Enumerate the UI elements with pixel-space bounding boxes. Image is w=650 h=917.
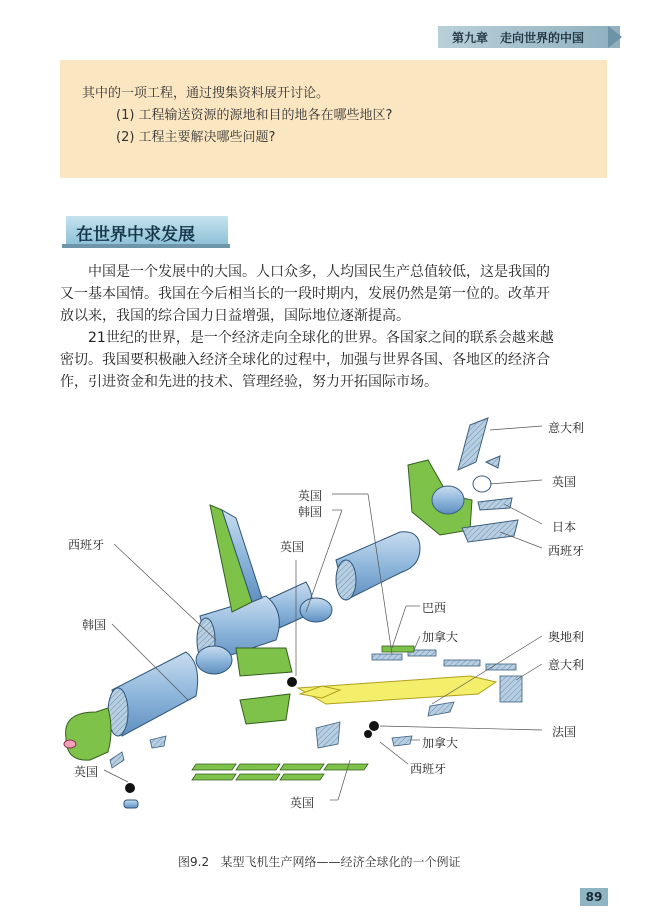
engine-right <box>300 598 332 622</box>
landing-gear-nose <box>124 783 138 808</box>
chapter-number: 第九章 <box>452 31 489 45</box>
label-korea-mid: 韩国 <box>298 505 323 519</box>
chapter-title: 走向世界的中国 <box>500 31 585 45</box>
discussion-intro: 其中的一项工程，通过搜集资料展开讨论。 <box>82 86 330 101</box>
keel-green <box>240 694 290 724</box>
label-japan: 日本 <box>552 520 577 534</box>
wing-panels-green-top <box>382 646 414 652</box>
label-uk-tail: 英国 <box>552 475 577 489</box>
label-spain-gear: 西班牙 <box>410 762 447 776</box>
paragraph-2-line-2: 密切。我国要积极融入经济全球化的过程中，加强与世界各国、各地区的经济合 <box>60 352 550 368</box>
paragraph-2-line-1: 21世纪的世界，是一个经济走向全球化的世界。各国家之间的联系会越来越 <box>88 330 554 346</box>
paragraph-1-line-1: 中国是一个发展中的大国。人口众多，人均国民生产总值较低，这是我国的 <box>88 264 550 280</box>
label-canada-gear: 加拿大 <box>422 736 459 750</box>
label-canada-wing: 加拿大 <box>422 630 459 644</box>
tail-engine-fan <box>473 476 491 492</box>
engine-left <box>196 646 232 674</box>
label-korea-fuselage: 韩国 <box>82 618 107 632</box>
fuselage-rear <box>336 532 420 600</box>
label-spain-fin: 西班牙 <box>68 538 105 552</box>
wing-box-green <box>236 648 292 676</box>
label-uk-mid: 英国 <box>298 489 323 503</box>
figure-caption <box>178 853 461 870</box>
tail-fin <box>458 418 488 470</box>
label-uk-nose: 英国 <box>74 765 99 779</box>
paragraph-1-line-2: 又一基本国情。我国在今后相当长的一段时期内，发展仍然是第一位的。改革开 <box>60 286 550 302</box>
label-brazil: 巴西 <box>422 601 447 615</box>
paragraph-1-line-3: 放以来，我国的综合国力日益增强，国际地位逐渐提高。 <box>60 308 410 324</box>
label-italy-wing: 意大利 <box>548 658 585 672</box>
figure-number: 图9.2 <box>178 855 210 869</box>
discussion-question-1: (1) 工程输送资源的源地和目的地各在哪些地区? <box>116 108 393 123</box>
label-austria: 奥地利 <box>548 630 585 644</box>
label-france: 法国 <box>552 725 577 739</box>
discussion-question-2: (2) 工程主要解决哪些问题? <box>116 130 276 145</box>
figure-title: 某型飞机生产网络——经济全球化的一个例证 <box>220 855 461 869</box>
label-spain-tail: 西班牙 <box>548 544 585 558</box>
horizontal-stabilizer-japan <box>478 498 512 510</box>
nose-section <box>64 708 111 760</box>
label-uk-engine: 英国 <box>280 540 305 554</box>
wing-panels-bottom-green <box>192 764 368 780</box>
wing-panels-row-1 <box>372 650 516 670</box>
tail-engine <box>432 486 464 514</box>
horizontal-stabilizer-top <box>486 456 500 468</box>
section-title: 在世界中求发展 <box>76 225 195 245</box>
paragraph-2-line-3: 作，引进资金和先进的技术、管理经验，努力开拓国际市场。 <box>60 374 438 390</box>
label-uk-bottom: 英国 <box>290 796 315 810</box>
page-number: 89 <box>580 888 608 906</box>
label-italy-tail: 意大利 <box>548 421 585 435</box>
